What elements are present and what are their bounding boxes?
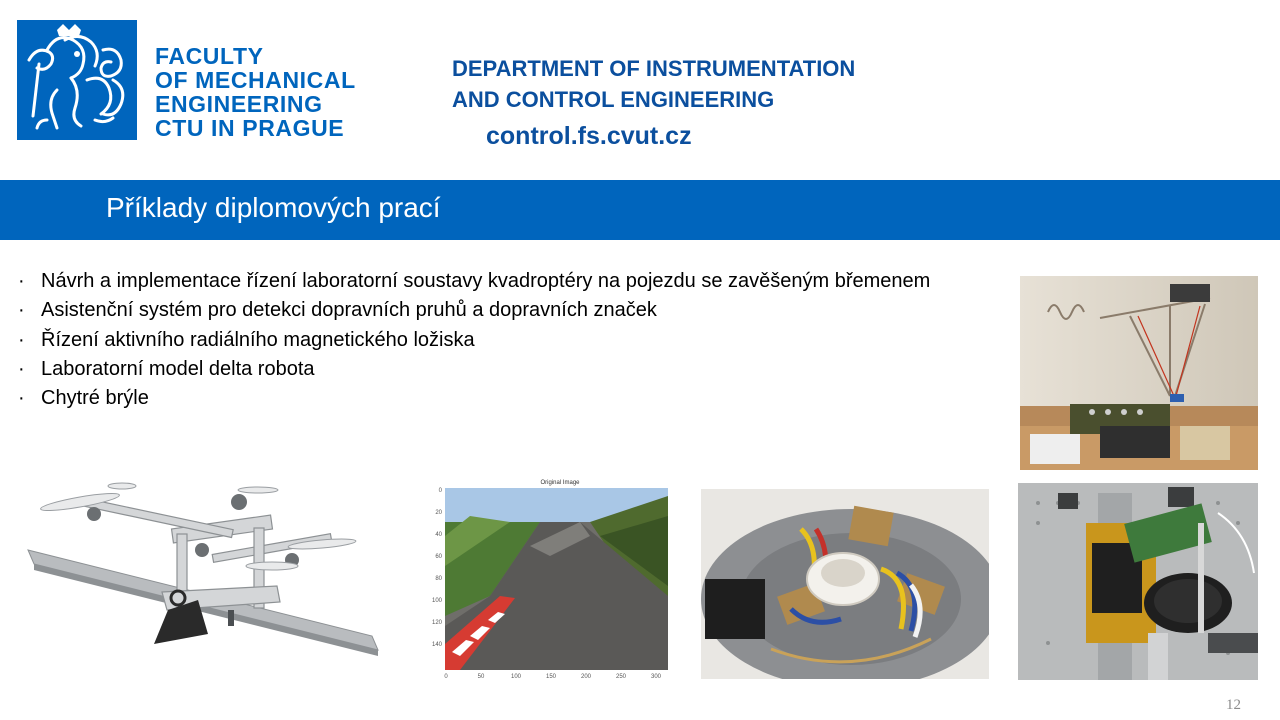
list-item <box>18 267 930 296</box>
smart-glasses-rig-photo <box>1018 483 1258 680</box>
list-item-text: Návrh a implementace řízení laboratorní soustavy kvadroptéry na pojezdu se zavěšeným břemenem <box>41 270 931 292</box>
y-tick-label: 80 <box>435 576 442 582</box>
faculty-line: OF MECHANICAL <box>155 67 356 93</box>
x-tick-label: 200 <box>580 674 592 680</box>
y-tick-label: 60 <box>435 554 442 560</box>
x-tick-label: 150 <box>545 674 557 680</box>
department-line: DEPARTMENT OF INSTRUMENTATION <box>452 56 856 81</box>
list-item-text: Řízení aktivního radiálního magnetického ložiska <box>41 328 475 351</box>
faculty-line: FACULTY <box>155 43 264 69</box>
bullet-marker: · <box>18 270 25 292</box>
faculty-name <box>155 44 356 140</box>
y-tick-label: 0 <box>438 488 442 494</box>
list-item-text: Laboratorní model delta robota <box>41 357 315 380</box>
x-tick-label: 300 <box>650 674 662 680</box>
bullet-marker: · <box>18 387 25 410</box>
y-tick-label: 120 <box>431 620 442 626</box>
department-line: AND CONTROL ENGINEERING <box>452 87 775 112</box>
slide-title: Příklady diplomových prací <box>106 192 441 223</box>
website-link[interactable]: control.fs.cvut.cz <box>486 122 692 150</box>
page-number: 12 <box>1226 697 1241 713</box>
list-item <box>18 355 930 384</box>
x-tick-label: 250 <box>615 674 627 680</box>
list-item-text: Chytré brýle <box>41 387 149 410</box>
y-tick-label: 20 <box>435 510 442 516</box>
delta-robot-photo <box>1020 276 1258 470</box>
list-item <box>18 384 930 413</box>
bullet-marker: · <box>18 299 25 322</box>
bullet-marker: · <box>18 328 25 351</box>
list-item-text: Asistenční systém pro detekci dopravních pruhů a dopravních značek <box>41 299 657 322</box>
faculty-line: CTU IN PRAGUE <box>155 115 345 141</box>
title-band <box>0 180 1280 240</box>
department-name <box>452 53 855 115</box>
x-tick-label: 50 <box>477 674 485 680</box>
thesis-list <box>18 267 930 413</box>
lane-detection-image <box>430 476 672 682</box>
magnetic-bearing-photo <box>701 489 989 679</box>
y-tick-label: 40 <box>435 532 442 538</box>
x-tick-label: 0 <box>444 674 448 680</box>
ctu-logo <box>17 20 137 140</box>
bullet-marker: · <box>18 357 25 380</box>
list-item <box>18 326 930 355</box>
list-item <box>18 296 930 325</box>
faculty-line: ENGINEERING <box>155 91 323 117</box>
quadcopter-rail-render <box>22 474 380 664</box>
x-tick-label: 100 <box>510 674 522 680</box>
y-tick-label: 140 <box>431 642 442 648</box>
image-title: Original Image <box>540 480 580 486</box>
y-tick-label: 100 <box>431 598 442 604</box>
lion-emblem-icon <box>17 20 137 140</box>
